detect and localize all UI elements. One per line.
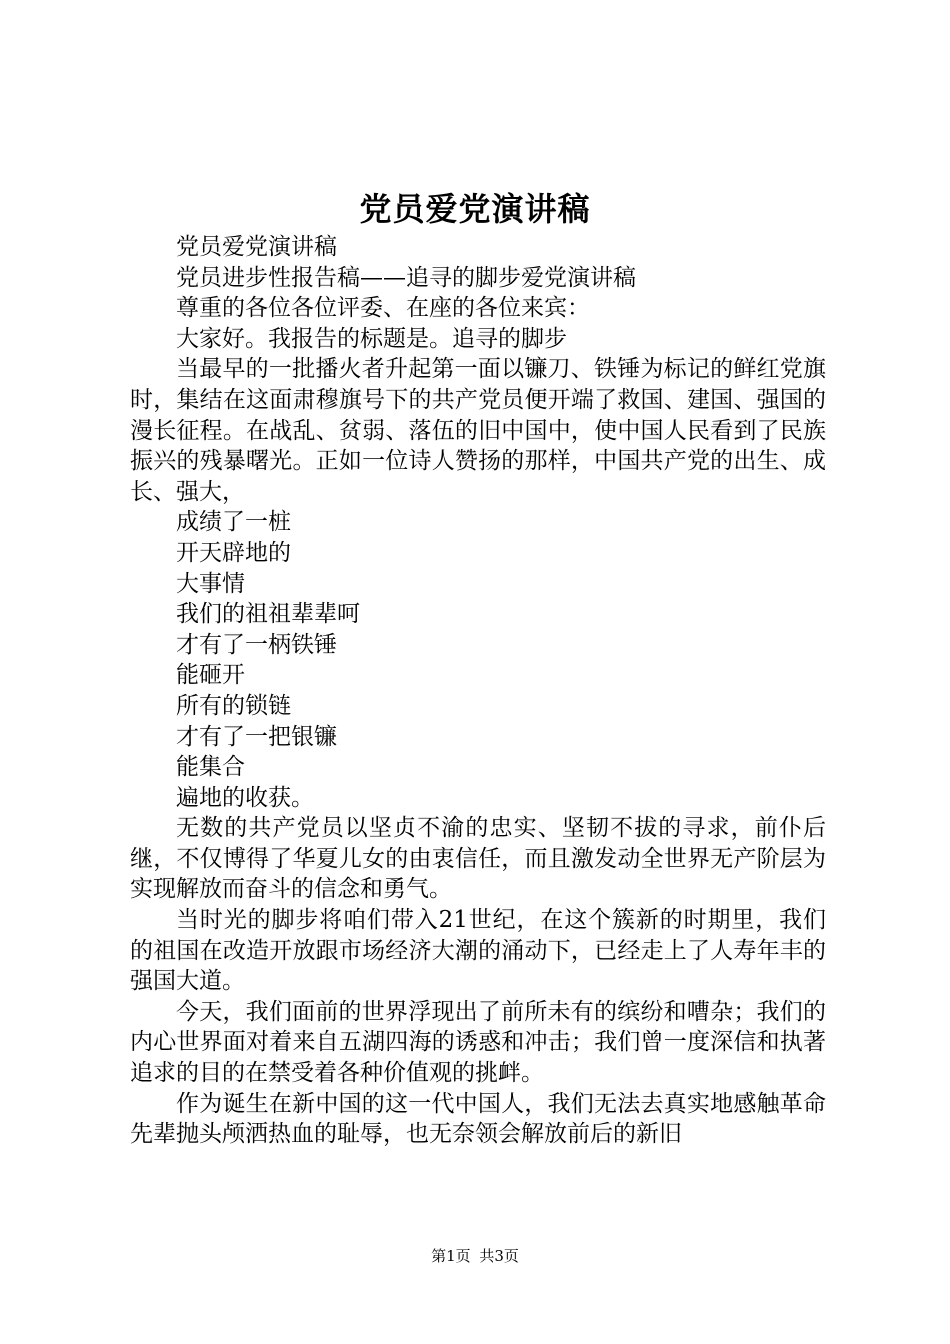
- paragraph: 当时光的脚步将咱们带入21世纪，在这个簇新的时期里，我们的祖国在改造开放跟市场经济大潮的涌动下，已经走上了人寿年丰的强国大道。: [130, 907, 826, 995]
- poem-line: 开天辟地的: [176, 539, 291, 566]
- document-title: 党员爱党演讲稿: [359, 190, 591, 228]
- paragraph: 大家好。我报告的标题是。追寻的脚步: [176, 325, 567, 352]
- paragraph: 作为诞生在新中国的这一代中国人，我们无法去真实地感触革命先辈抛头颅洒热血的耻辱，也无奈领会解放前后的新旧: [130, 1090, 826, 1148]
- paragraph: 今天，我们面前的世界浮现出了前所未有的缤纷和嘈杂；我们的内心世界面对着来自五湖四海的诱惑和冲击；我们曾一度深信和执著追求的目的在禁受着各种价值观的挑衅。: [130, 998, 826, 1087]
- poem-line: 能砸开: [176, 662, 245, 689]
- poem-line: 能集合: [176, 754, 245, 781]
- paragraph: 当最早的一批播火者升起第一面以镰刀、铁锤为标记的鲜红党旗时，集结在这面肃穆旗号下的共产党员便开端了救国、建国、强国的漫长征程。在战乱、贫弱、落伍的旧中国中，使中国人民看到了民族振兴的残暴曙光。正如一位诗人赞扬的那样，中国共产党的出生、成长、强大，: [130, 356, 826, 505]
- poem-line: 才有了一把银镰: [176, 723, 337, 750]
- poem-line: 才有了一柄铁锤: [176, 631, 337, 658]
- poem-line: 大事情: [176, 570, 245, 597]
- poem-line: 遍地的收获。: [176, 784, 314, 811]
- poem-line: 我们的祖祖辈辈呵: [176, 601, 360, 628]
- paragraph: 党员进步性报告稿——追寻的脚步爱党演讲稿: [176, 264, 636, 291]
- document-body: [130, 232, 826, 1150]
- page-number: 第1页: [431, 1247, 471, 1265]
- paragraph: 无数的共产党员以坚贞不渝的忠实、坚韧不拔的寻求，前仆后继，不仅博得了华夏儿女的由衷信任，而且激发动全世界无产阶层为实现解放而奋斗的信念和勇气。: [130, 815, 826, 903]
- page-total: 共3页: [479, 1247, 519, 1265]
- paragraph: 党员爱党演讲稿: [176, 234, 337, 260]
- paragraph: 尊重的各位各位评委、在座的各位来宾：: [176, 295, 590, 322]
- poem-line: 成绩了一桩: [176, 509, 291, 536]
- poem-line: 所有的锁链: [176, 692, 291, 719]
- page-footer: [0, 1245, 950, 1267]
